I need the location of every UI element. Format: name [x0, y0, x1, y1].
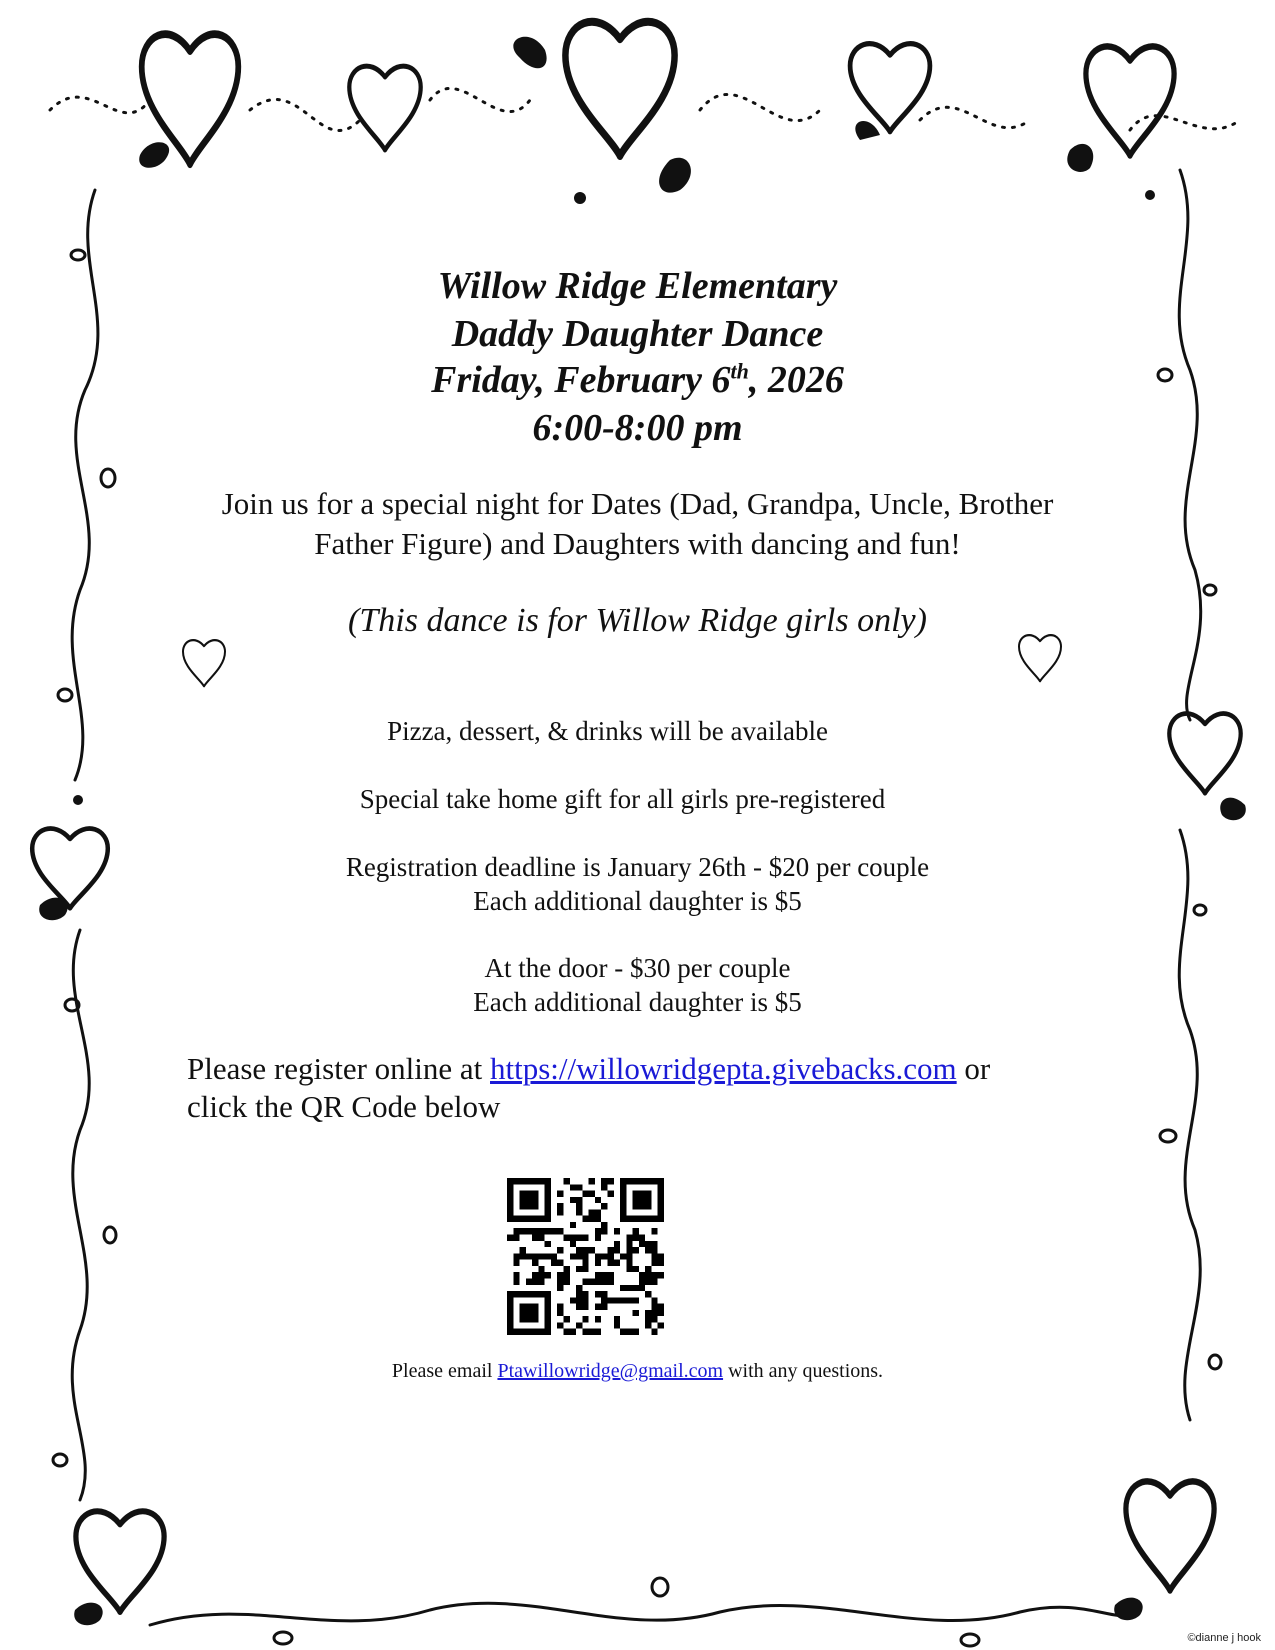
deadline-detail: Registration deadline is January 26th - $20 per couple — [345, 852, 930, 882]
registration-qr-code[interactable] — [507, 1178, 664, 1335]
school-name: Willow Ridge Elementary — [437, 265, 838, 307]
deadline-additional: Each additional daughter is $5 — [473, 886, 802, 916]
door-additional: Each additional daughter is $5 — [473, 987, 802, 1017]
artist-credit: ©dianne j hook — [1187, 1632, 1261, 1644]
register-line-2: click the QR Code below — [187, 1089, 501, 1124]
food-detail: Pizza, dessert, & drinks will be available — [387, 716, 828, 746]
intro-line-1: Join us for a special night for Dates (Dad, Grandpa, Uncle, Brother — [221, 486, 1054, 521]
event-time: 6:00-8:00 pm — [532, 407, 743, 449]
event-date-suffix: th — [730, 358, 749, 384]
event-date-year: , 2026 — [748, 359, 844, 401]
intro-line-2: Father Figure) and Daughters with dancing and fun! — [314, 526, 961, 561]
event-name: Daddy Daughter Dance — [451, 313, 824, 355]
contact-prefix: Please email — [391, 1360, 498, 1382]
contact-line — [0, 1358, 1275, 1384]
door-detail: At the door - $30 per couple — [484, 953, 791, 983]
event-date-main: Friday, February 6 — [431, 359, 731, 401]
register-prefix: Please register online at — [187, 1051, 491, 1086]
eligibility-note: (This dance is for Willow Ridge girls only) — [348, 602, 927, 639]
register-instructions — [187, 1050, 1087, 1126]
register-suffix: or — [956, 1051, 991, 1086]
register-link[interactable]: https://willowridgepta.givebacks.com — [490, 1051, 957, 1086]
intro-paragraph — [180, 484, 1095, 564]
contact-suffix: with any questions. — [723, 1360, 884, 1382]
event-date — [0, 356, 1275, 404]
contact-email-link[interactable]: Ptawillowridge@gmail.com — [497, 1360, 724, 1382]
gift-detail: Special take home gift for all girls pre-registered — [359, 784, 886, 814]
